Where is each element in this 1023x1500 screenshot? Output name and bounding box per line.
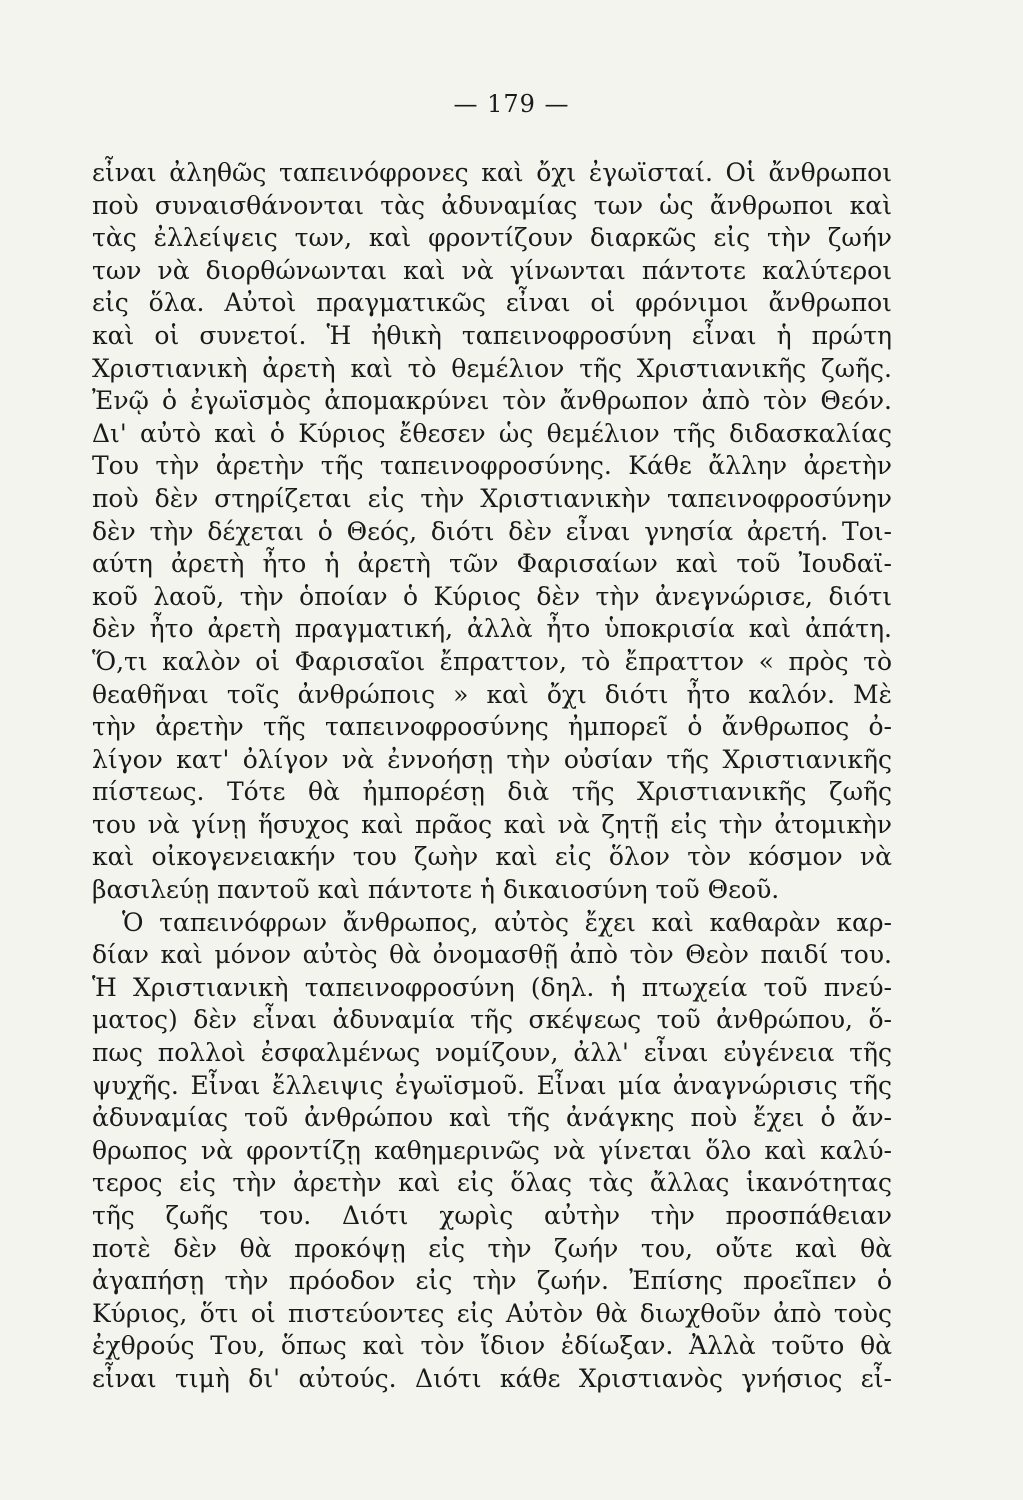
text-line: Χριστιανικὴ ἀρετὴ καὶ τὸ θεμέλιον τῆς Χριστιανικῆς ζωῆς. xyxy=(92,353,892,383)
text-line: Κύριος, ὅτι οἱ πιστεύοντες εἰς Αὐτὸν θὰ διωχθοῦν ἀπὸ τοὺς xyxy=(92,1298,892,1328)
text-line: ψυχῆς. Εἶναι ἔλλειψις ἐγωϊσμοῦ. Εἶναι μία ἀναγνώρισις τῆς xyxy=(92,1070,892,1100)
text-line: τῆς ζωῆς του. Διότι χωρὶς αὐτὴν τὴν προσπάθειαν xyxy=(92,1201,892,1230)
text-line: θρωπος νὰ φροντίζῃ καθημερινῶς νὰ γίνεται ὅλο καὶ καλύ- xyxy=(92,1135,892,1165)
text-line: λίγον κατ' ὀλίγον νὰ ἐννοήσῃ τὴν οὐσίαν τῆς Χριστιανικῆς xyxy=(92,744,892,774)
text-line: πίστεως. Τότε θὰ ἠμπορέσῃ διὰ τῆς Χριστιανικῆς ζωῆς xyxy=(92,777,892,807)
text-line: δὲν ἦτο ἀρετὴ πραγματική, ἀλλὰ ἦτο ὑποκρισία καὶ ἀπάτη. xyxy=(92,614,892,644)
text-line: Ὅ,τι καλὸν οἱ Φαρισαῖοι ἔπραττον, τὸ ἔπραττον « πρὸς τὸ xyxy=(92,646,892,676)
text-line: δίαν καὶ μόνον αὐτὸς θὰ ὀνομασθῇ ἀπὸ τὸν Θεὸν παιδί του. xyxy=(92,940,892,970)
text-line: ποὺ συναισθάνονται τὰς ἀδυναμίας των ὡς ἄνθρωποι καὶ xyxy=(92,190,892,220)
text-line: του νὰ γίνῃ ἥσυχος καὶ πρᾶος καὶ νὰ ζητῇ εἰς τὴν ἀτομικὴν xyxy=(92,809,892,839)
text-line: τὴν ἀρετὴν τῆς ταπεινοφροσύνης ἠμπορεῖ ὁ ἄνθρωπος ὀ- xyxy=(92,712,892,742)
text-line: ἀδυναμίας τοῦ ἀνθρώπου καὶ τῆς ἀνάγκης ποὺ ἔχει ὁ ἄν- xyxy=(92,1103,892,1133)
text-line: πως πολλοὶ ἐσφαλμένως νομίζουν, ἀλλ' εἶναι εὐγένεια τῆς xyxy=(92,1038,892,1068)
text-line: εἶναι ἀληθῶς ταπεινόφρονες καὶ ὄχι ἐγωϊσταί. Οἱ ἄνθρωποι xyxy=(92,158,892,187)
text-line: καὶ οἱ συνετοί. Ἡ ἠθικὴ ταπεινοφροσύνη εἶναι ἡ πρώτη xyxy=(92,320,892,350)
text-line: εἶναι τιμὴ δι' αὐτούς. Διότι κάθε Χριστιανὸς γνήσιος εἶ- xyxy=(92,1363,892,1393)
text-line: θεαθῆναι τοῖς ἀνθρώποις » καὶ ὄχι διότι ἦτο καλόν. Μὲ xyxy=(92,679,892,709)
text-line: Ὁ ταπεινόφρων ἄνθρωπος, αὐτὸς ἔχει καὶ καθαρὰν καρ- xyxy=(122,907,892,937)
text-line: δὲν τὴν δέχεται ὁ Θεός, διότι δὲν εἶναι γνησία ἀρετή. Τοι- xyxy=(92,516,892,546)
text-line: ποὺ δὲν στηρίζεται εἰς τὴν Χριστιανικὴν ταπεινοφροσύνην xyxy=(92,483,892,513)
text-line: Ἡ Χριστιανικὴ ταπεινοφροσύνη (δηλ. ἡ πτωχεία τοῦ πνεύ- xyxy=(92,972,892,1002)
body-text xyxy=(92,157,892,1396)
text-line: των νὰ διορθώνωνται καὶ νὰ γίνωνται πάντοτε καλύτεροι xyxy=(92,255,892,285)
text-line: Δι' αὐτὸ καὶ ὁ Κύριος ἔθεσεν ὡς θεμέλιον τῆς διδασκαλίας xyxy=(92,418,892,448)
text-line: τερος εἰς τὴν ἀρετὴν καὶ εἰς ὅλας τὰς ἄλλας ἱκανότητας xyxy=(92,1168,892,1198)
page-number: — 179 — xyxy=(453,90,570,118)
text-line: ματος) δὲν εἶναι ἀδυναμία τῆς σκέψεως τοῦ ἀνθρώπου, ὅ- xyxy=(92,1005,892,1035)
text-line: κοῦ λαοῦ, τὴν ὁποίαν ὁ Κύριος δὲν τὴν ἀνεγνώρισε, διότι xyxy=(92,581,892,611)
text-line: εἰς ὅλα. Αὐτοὶ πραγματικῶς εἶναι οἱ φρόνιμοι ἄνθρωποι xyxy=(92,288,892,318)
text-line: ἐχθρούς Του, ὅπως καὶ τὸν ἴδιον ἐδίωξαν. Ἀλλὰ τοῦτο θὰ xyxy=(92,1331,892,1361)
text-line: ἀγαπήσῃ τὴν πρόοδον εἰς τὴν ζωήν. Ἐπίσης προεῖπεν ὁ xyxy=(92,1266,892,1296)
text-line: καὶ οἰκογενειακήν του ζωὴν καὶ εἰς ὅλον τὸν κόσμον νὰ xyxy=(92,842,892,872)
text-line: Ἐνῷ ὁ ἐγωϊσμὸς ἀπομακρύνει τὸν ἄνθρωπον ἀπὸ τὸν Θεόν. xyxy=(92,386,892,416)
text-line: ποτὲ δὲν θὰ προκόψῃ εἰς τὴν ζωήν του, οὔτε καὶ θὰ xyxy=(92,1233,892,1263)
text-line: τὰς ἐλλείψεις των, καὶ φροντίζουν διαρκῶς εἰς τὴν ζωήν xyxy=(92,223,892,253)
text-line: αύτη ἀρετὴ ἦτο ἡ ἀρετὴ τῶν Φαρισαίων καὶ τοῦ Ἰουδαϊ- xyxy=(92,549,892,579)
text-line: Του τὴν ἀρετὴν τῆς ταπεινοφροσύνης. Κάθε ἄλλην ἀρετὴν xyxy=(92,451,892,481)
text-line: βασιλεύῃ παντοῦ καὶ πάντοτε ἡ δικαιοσύνη τοῦ Θεοῦ. xyxy=(92,875,780,905)
